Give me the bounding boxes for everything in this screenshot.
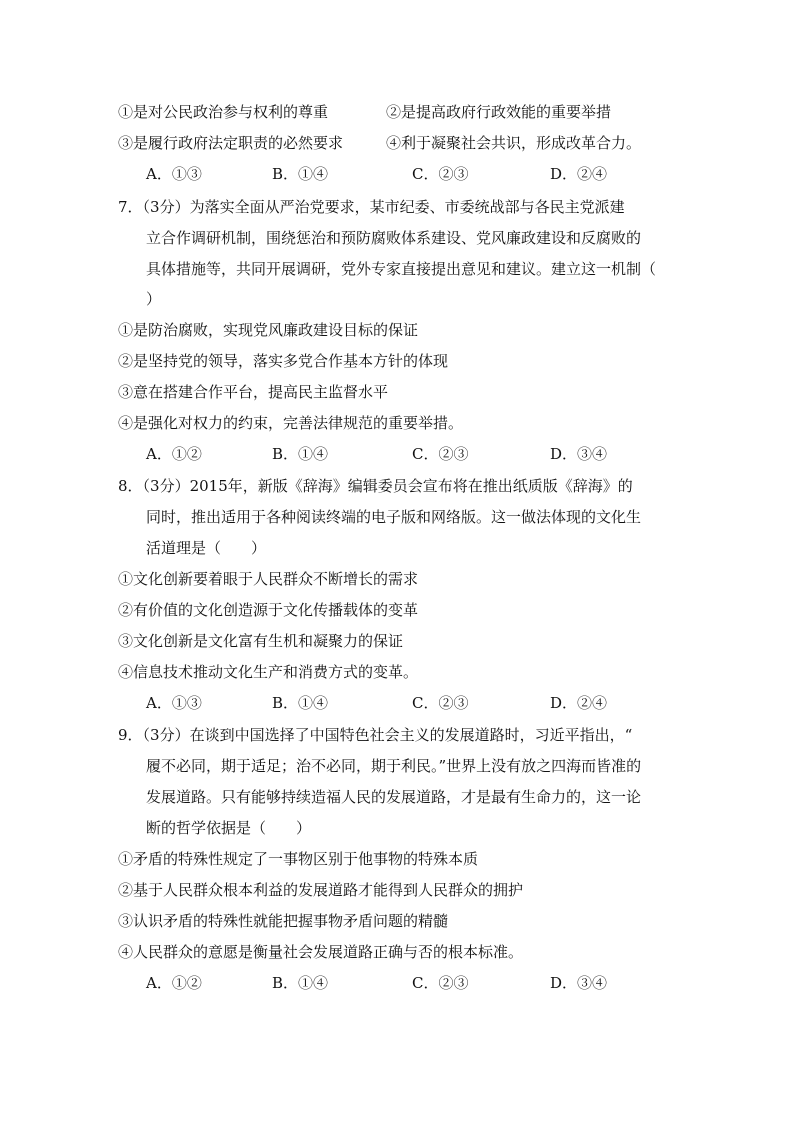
q7-stem-line-2: 立合作调研机制，围绕惩治和预防腐败体系建设、党风廉政建设和反腐败的 bbox=[146, 229, 642, 247]
q6-option-c[interactable]: C．②③ bbox=[412, 165, 469, 183]
q6-statement-3: ③是履行政府法定职责的必然要求 bbox=[118, 134, 344, 152]
q6-option-d[interactable]: D．②④ bbox=[550, 165, 608, 183]
q9-option-c[interactable]: C．②③ bbox=[412, 974, 469, 992]
q8-statement-1: ①文化创新要着眼于人民群众不断增长的需求 bbox=[118, 570, 419, 588]
q9-stem-line-4: 断的哲学依据是（ ） bbox=[146, 819, 312, 837]
q9-statement-2: ②基于人民群众根本利益的发展道路才能得到人民群众的拥护 bbox=[118, 881, 524, 899]
q8-stem-line-1: 8．（3分）2015年，新版《辞海》编辑委员会宣布将在推出纸质版《辞海》的 bbox=[118, 477, 633, 495]
q8-option-c[interactable]: C．②③ bbox=[412, 694, 469, 712]
q7-option-d[interactable]: D．③④ bbox=[550, 445, 608, 463]
q6-statement-4: ④利于凝聚社会共识，形成改革合力。 bbox=[386, 134, 642, 152]
q8-stem-line-2: 同时，推出适用于各种阅读终端的电子版和网络版。这一做法体现的文化生 bbox=[146, 508, 642, 526]
q8-option-b[interactable]: B．①④ bbox=[272, 694, 329, 712]
q6-option-a[interactable]: A．①③ bbox=[146, 165, 202, 183]
q9-stem-line-3: 发展道路。只有能够持续造福人民的发展道路，才是最有生命力的，这一论 bbox=[146, 788, 642, 806]
q9-options bbox=[146, 973, 616, 993]
q7-statement-4: ④是强化对权力的约束，完善法律规范的重要举措。 bbox=[118, 414, 464, 432]
q6-statements-row-2 bbox=[118, 133, 678, 153]
q7-stem-line-1: 7．（3分）为落实全面从严治党要求，某市纪委、市委统战部与各民主党派建 bbox=[118, 198, 625, 216]
q8-stem-line-3: 活道理是（ ） bbox=[146, 539, 267, 557]
q8-statement-3: ③文化创新是文化富有生机和凝聚力的保证 bbox=[118, 632, 404, 650]
q8-statement-2: ②有价值的文化创造源于文化传播载体的变革 bbox=[118, 601, 419, 619]
q7-statement-2: ②是坚持党的领导，落实多党合作基本方针的体现 bbox=[118, 352, 449, 370]
q9-statement-3: ③认识矛盾的特殊性就能把握事物矛盾问题的精髓 bbox=[118, 912, 449, 930]
q7-option-b[interactable]: B．①④ bbox=[272, 445, 329, 463]
q9-statement-1: ①矛盾的特殊性规定了一事物区别于他事物的特殊本质 bbox=[118, 850, 479, 868]
q7-stem-line-4: ） bbox=[146, 290, 162, 308]
q7-option-a[interactable]: A．①② bbox=[146, 445, 202, 463]
q8-statement-4: ④信息技术推动文化生产和消费方式的变革。 bbox=[118, 663, 419, 681]
q6-options bbox=[146, 164, 616, 184]
q6-statement-2: ②是提高政府行政效能的重要举措 bbox=[386, 103, 612, 121]
q9-statement-4: ④人民群众的意愿是衡量社会发展道路正确与否的根本标准。 bbox=[118, 943, 524, 961]
q9-option-a[interactable]: A．①② bbox=[146, 974, 202, 992]
q7-option-c[interactable]: C．②③ bbox=[412, 445, 469, 463]
q7-statement-1: ①是防治腐败，实现党风廉政建设目标的保证 bbox=[118, 321, 419, 339]
q7-statement-3: ③意在搭建合作平台，提高民主监督水平 bbox=[118, 383, 389, 401]
q7-options bbox=[146, 444, 616, 464]
q6-statement-1: ①是对公民政治参与权利的尊重 bbox=[118, 103, 329, 121]
q8-option-a[interactable]: A．①③ bbox=[146, 694, 202, 712]
q9-option-d[interactable]: D．③④ bbox=[550, 974, 608, 992]
q8-option-d[interactable]: D．②④ bbox=[550, 694, 608, 712]
q9-stem-line-2: 履不必同，期于适足；治不必同，期于利民。”世界上没有放之四海而皆准的 bbox=[146, 757, 642, 775]
q7-stem-line-3: 具体措施等，共同开展调研，党外专家直接提出意见和建议。建立这一机制（ bbox=[146, 260, 657, 278]
q6-option-b[interactable]: B．①④ bbox=[272, 165, 329, 183]
q6-statements-row-1 bbox=[118, 102, 678, 122]
q9-stem-line-1: 9．（3分）在谈到中国选择了中国特色社会主义的发展道路时，习近平指出，“ bbox=[118, 726, 633, 744]
q8-options bbox=[146, 693, 616, 713]
q9-option-b[interactable]: B．①④ bbox=[272, 974, 329, 992]
